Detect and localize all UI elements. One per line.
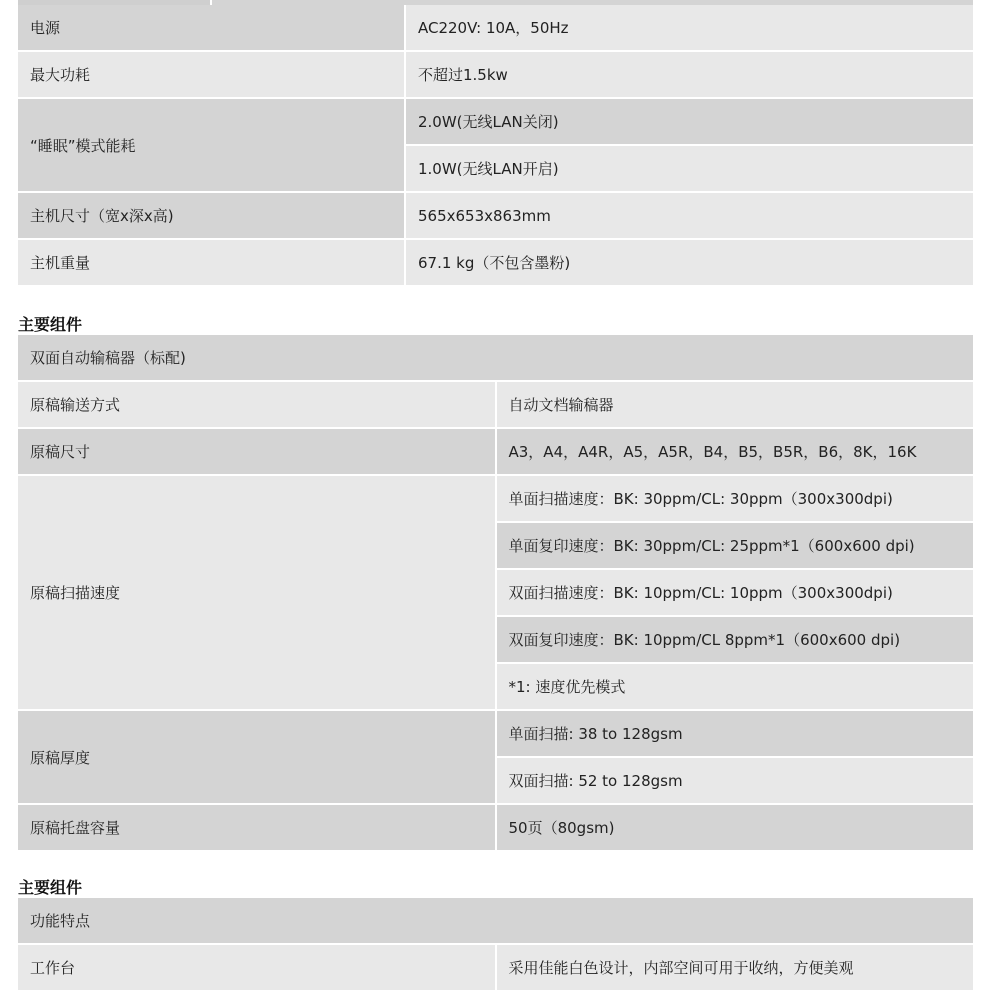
spec-label: 主机重量 [18,239,405,286]
spec-label: 原稿输送方式 [18,381,496,428]
spec-value: 2.0W(无线LAN关闭) [405,98,973,145]
spec-value: 67.1 kg（不包含墨粉) [405,239,973,286]
spec-label: 工作台 [18,944,496,991]
spec-value: 1.0W(无线LAN开启) [405,145,973,192]
features-table [18,898,973,992]
spec-value: 自动文档输稿器 [496,381,974,428]
spec-label: 主机尺寸（宽x深x高) [18,192,405,239]
spec-value: 50页（80gsm) [496,804,974,851]
spec-value: 不超过1.5kw [405,51,973,98]
table-header: 功能特点 [18,898,973,944]
spec-value: 单面复印速度：BK: 30ppm/CL: 25ppm*1（600x600 dpi) [496,522,974,569]
spec-label: 最大功耗 [18,51,405,98]
spec-value: 单面扫描速度：BK: 30ppm/CL: 30ppm（300x300dpi) [496,475,974,522]
spec-label: “睡眠”模式能耗 [18,98,405,192]
spec-label: 原稿厚度 [18,710,496,804]
spec-label: 原稿扫描速度 [18,475,496,710]
spec-label: 原稿托盘容量 [18,804,496,851]
spec-value: 双面复印速度：BK: 10ppm/CL 8ppm*1（600x600 dpi) [496,616,974,663]
adf-spec-table [18,335,973,852]
spec-value: AC220V: 10A，50Hz [405,5,973,51]
section-title: 主要组件 [18,315,83,334]
spec-value: 双面扫描: 52 to 128gsm [496,757,974,804]
spec-value: *1: 速度优先模式 [496,663,974,710]
spec-value: 双面扫描速度：BK: 10ppm/CL: 10ppm（300x300dpi) [496,569,974,616]
spec-label: 电源 [18,5,405,51]
table-header: 双面自动输稿器（标配) [18,335,973,381]
spec-value: 采用佳能白色设计，内部空间可用于收纳，方便美观 [496,944,974,991]
spec-value: 565x653x863mm [405,192,973,239]
section-title: 主要组件 [18,878,83,897]
power-spec-table [18,5,973,287]
spec-label: 原稿尺寸 [18,428,496,475]
spec-value: 单面扫描: 38 to 128gsm [496,710,974,757]
spec-value: A3，A4，A4R，A5，A5R，B4，B5，B5R，B6，8K，16K [496,428,974,475]
